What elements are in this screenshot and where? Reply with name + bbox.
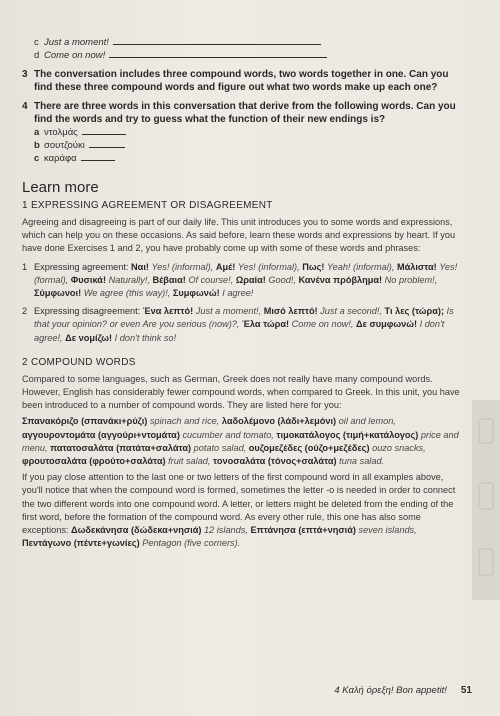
item-letter: a	[34, 127, 40, 138]
list-label: Expressing agreement:	[34, 261, 132, 272]
page-number: 51	[460, 685, 472, 696]
greek-term: Συμφωνώ!	[172, 288, 220, 299]
english-gloss: Yeah! (informal),	[324, 261, 397, 272]
greek-term: Κανένα πρόβλημα!	[298, 274, 383, 285]
footer-title: 4 Καλή όρεξη! Bon appetit!	[334, 685, 447, 696]
section-2-para2	[22, 471, 462, 550]
greek-term: Δε νομίζω!	[65, 332, 113, 343]
english-gloss: Just a second!,	[317, 306, 385, 317]
greek-term: τονοσαλάτα (τόνος+σαλάτα)	[213, 456, 337, 467]
english-gloss: Yes! (formal),	[34, 261, 458, 285]
greek-term: αγγουροντομάτα (αγγούρι+ντομάτα)	[22, 429, 180, 440]
item-text: Come on now!	[44, 50, 106, 61]
edge-mark	[478, 418, 494, 444]
english-gloss: spinach and rice,	[147, 416, 222, 427]
english-gloss: seven islands,	[355, 525, 417, 536]
list-label: Expressing disagreement:	[34, 306, 143, 317]
english-gloss: Good!,	[265, 274, 299, 285]
english-gloss: We agree (this way)!,	[81, 288, 173, 299]
english-gloss: fruit salad,	[165, 456, 214, 467]
greek-term: Μάλιστα!	[396, 261, 437, 272]
section-2-intro: Compared to some languages, such as German, Greek does not really have many compound words. However, English has considerably fewer compound words, when compared to Greek. In this unit, you have been introduced to a number of compound words. They are listed here for you:	[22, 373, 460, 411]
exercise-item-c	[34, 36, 462, 49]
answer-blank[interactable]	[109, 49, 327, 58]
edge-mark	[478, 482, 494, 510]
learn-more-heading: Learn more	[22, 179, 99, 196]
greek-term: Αμέ!	[215, 261, 236, 272]
greek-term: Φυσικά!	[70, 274, 107, 285]
english-gloss: Come on now!,	[289, 319, 356, 330]
answer-blank[interactable]	[82, 126, 126, 135]
greek-term: πατατοσαλάτα (πατάτα+σαλάτα)	[50, 442, 192, 453]
english-gloss: Just a moment!,	[193, 306, 264, 317]
greek-term: Πεντάγωνο (πέντε+γωνίες)	[22, 538, 140, 549]
english-gloss: I don't think so!	[112, 332, 177, 343]
greek-term: λαδολέμονο (λάδι+λεμόνι)	[221, 416, 337, 427]
question-number: 3	[22, 69, 28, 80]
greek-term: Δε συμφωνώ!	[355, 319, 418, 330]
item-text: ντολμάς	[44, 127, 78, 138]
answer-blank[interactable]	[113, 36, 321, 45]
agreement-text	[34, 261, 462, 301]
greek-term: τιμοκατάλογος (τιμή+κατάλογος)	[276, 429, 419, 440]
english-gloss: 12 islands,	[201, 525, 251, 536]
answer-blank[interactable]	[81, 152, 115, 161]
english-gloss: price and menu,	[22, 429, 459, 453]
english-gloss: Naturally!,	[106, 274, 153, 285]
greek-term: Ένα λεπτό!	[142, 306, 194, 317]
list-number: 2	[22, 306, 28, 317]
greek-term: Δωδεκάνησα (δώδεκα+νησιά)	[71, 525, 202, 536]
greek-term: φρουτοσαλάτα (φρούτο+σαλάτα)	[22, 456, 166, 467]
item-letter: c	[34, 153, 40, 164]
item-letter: d	[34, 50, 40, 61]
greek-term: Τι λες (τώρα);	[384, 306, 444, 317]
item-letter: b	[34, 140, 40, 151]
english-gloss: Of course!,	[185, 274, 236, 285]
greek-term: ουζομεζέδες (ούζο+μεζέδες)	[248, 442, 370, 453]
english-gloss: I agree!	[219, 288, 254, 299]
list-number: 1	[22, 261, 28, 272]
para2-text: If you pay close attention to the last one or two letters of the first compound word in all examples above, you'll notice that when the compound word is formed, sometimes the letter -ο is needed in order to connect the two different words into one compound word. A letter, or letters might be deleted from the ending of the first word, before the formation of the compound word. As every other rule, this one has also some exceptions:	[22, 472, 456, 536]
answer-blank[interactable]	[89, 139, 125, 148]
question-text: There are three words in this conversation that derive from the following words. Can you find the words and try to guess what the function of their new endings is?	[34, 101, 456, 125]
english-gloss: Yes! (informal),	[235, 261, 303, 272]
english-gloss: Pentagon (five corners).	[139, 538, 241, 549]
item-text: σουτζούκι	[44, 140, 85, 151]
page-content	[22, 36, 462, 550]
greek-item-c	[34, 152, 462, 165]
greek-term: Έλα τώρα!	[242, 319, 290, 330]
question-3	[22, 68, 462, 94]
english-gloss: oil and lemon,	[336, 416, 396, 427]
disagreement-list-item	[22, 305, 462, 345]
greek-item-b	[34, 139, 462, 152]
disagreement-text	[34, 305, 462, 345]
greek-term: Επτάνησα (επτά+νησιά)	[250, 525, 356, 536]
item-text: Just a moment!	[44, 37, 109, 48]
greek-term: Σπανακόριζο (σπανάκι+ρύζι)	[22, 416, 148, 427]
section-2-title: 2 COMPOUND WORDS	[22, 356, 136, 368]
edge-mark	[478, 548, 494, 576]
greek-term: Πως!	[302, 261, 325, 272]
question-4	[22, 100, 462, 126]
english-gloss: ouzo snacks,	[369, 442, 426, 453]
greek-term: Σύμφωνοι!	[34, 288, 82, 299]
question-number: 4	[22, 101, 28, 112]
english-gloss: Is that your opinion? or even Are you serious (now)?,	[34, 306, 454, 330]
compound-word-list	[22, 415, 462, 468]
english-gloss: No problem!,	[382, 274, 438, 285]
item-letter: c	[34, 37, 39, 48]
question-text: The conversation includes three compound words, two words together in one. Can you find these three compound words and figure out what two words make up each one?	[34, 69, 449, 93]
english-gloss: Yes! (informal),	[148, 261, 216, 272]
page-footer	[334, 685, 472, 696]
section-1-intro: Agreeing and disagreeing is part of our daily life. This unit introduces you to some words and expressions, which can help you on these occasions. As said before, learn these words and expressions by heart. If you have done Exercises 1 and 2, you have probably come up with some of these words and phrases:	[22, 217, 456, 254]
greek-term: Ναι!	[131, 261, 149, 272]
exception-list	[22, 525, 417, 548]
page-edge-strip	[472, 400, 500, 600]
exercise-item-d	[34, 49, 462, 62]
greek-term: Ωραία!	[235, 274, 266, 285]
section-1-title: 1 EXPRESSING AGREEMENT OR DISAGREEMENT	[22, 200, 273, 211]
english-gloss: tuna salad.	[336, 456, 385, 467]
greek-term: Βέβαια!	[152, 274, 186, 285]
english-gloss: potato salad,	[191, 442, 249, 453]
english-gloss: I don't agree!,	[34, 319, 445, 343]
item-text: καράφα	[44, 153, 77, 164]
english-gloss: cucumber and tomato,	[179, 429, 277, 440]
greek-term: Μισό λεπτό!	[263, 306, 318, 317]
agreement-list-item	[22, 261, 462, 301]
greek-item-a	[34, 126, 462, 139]
